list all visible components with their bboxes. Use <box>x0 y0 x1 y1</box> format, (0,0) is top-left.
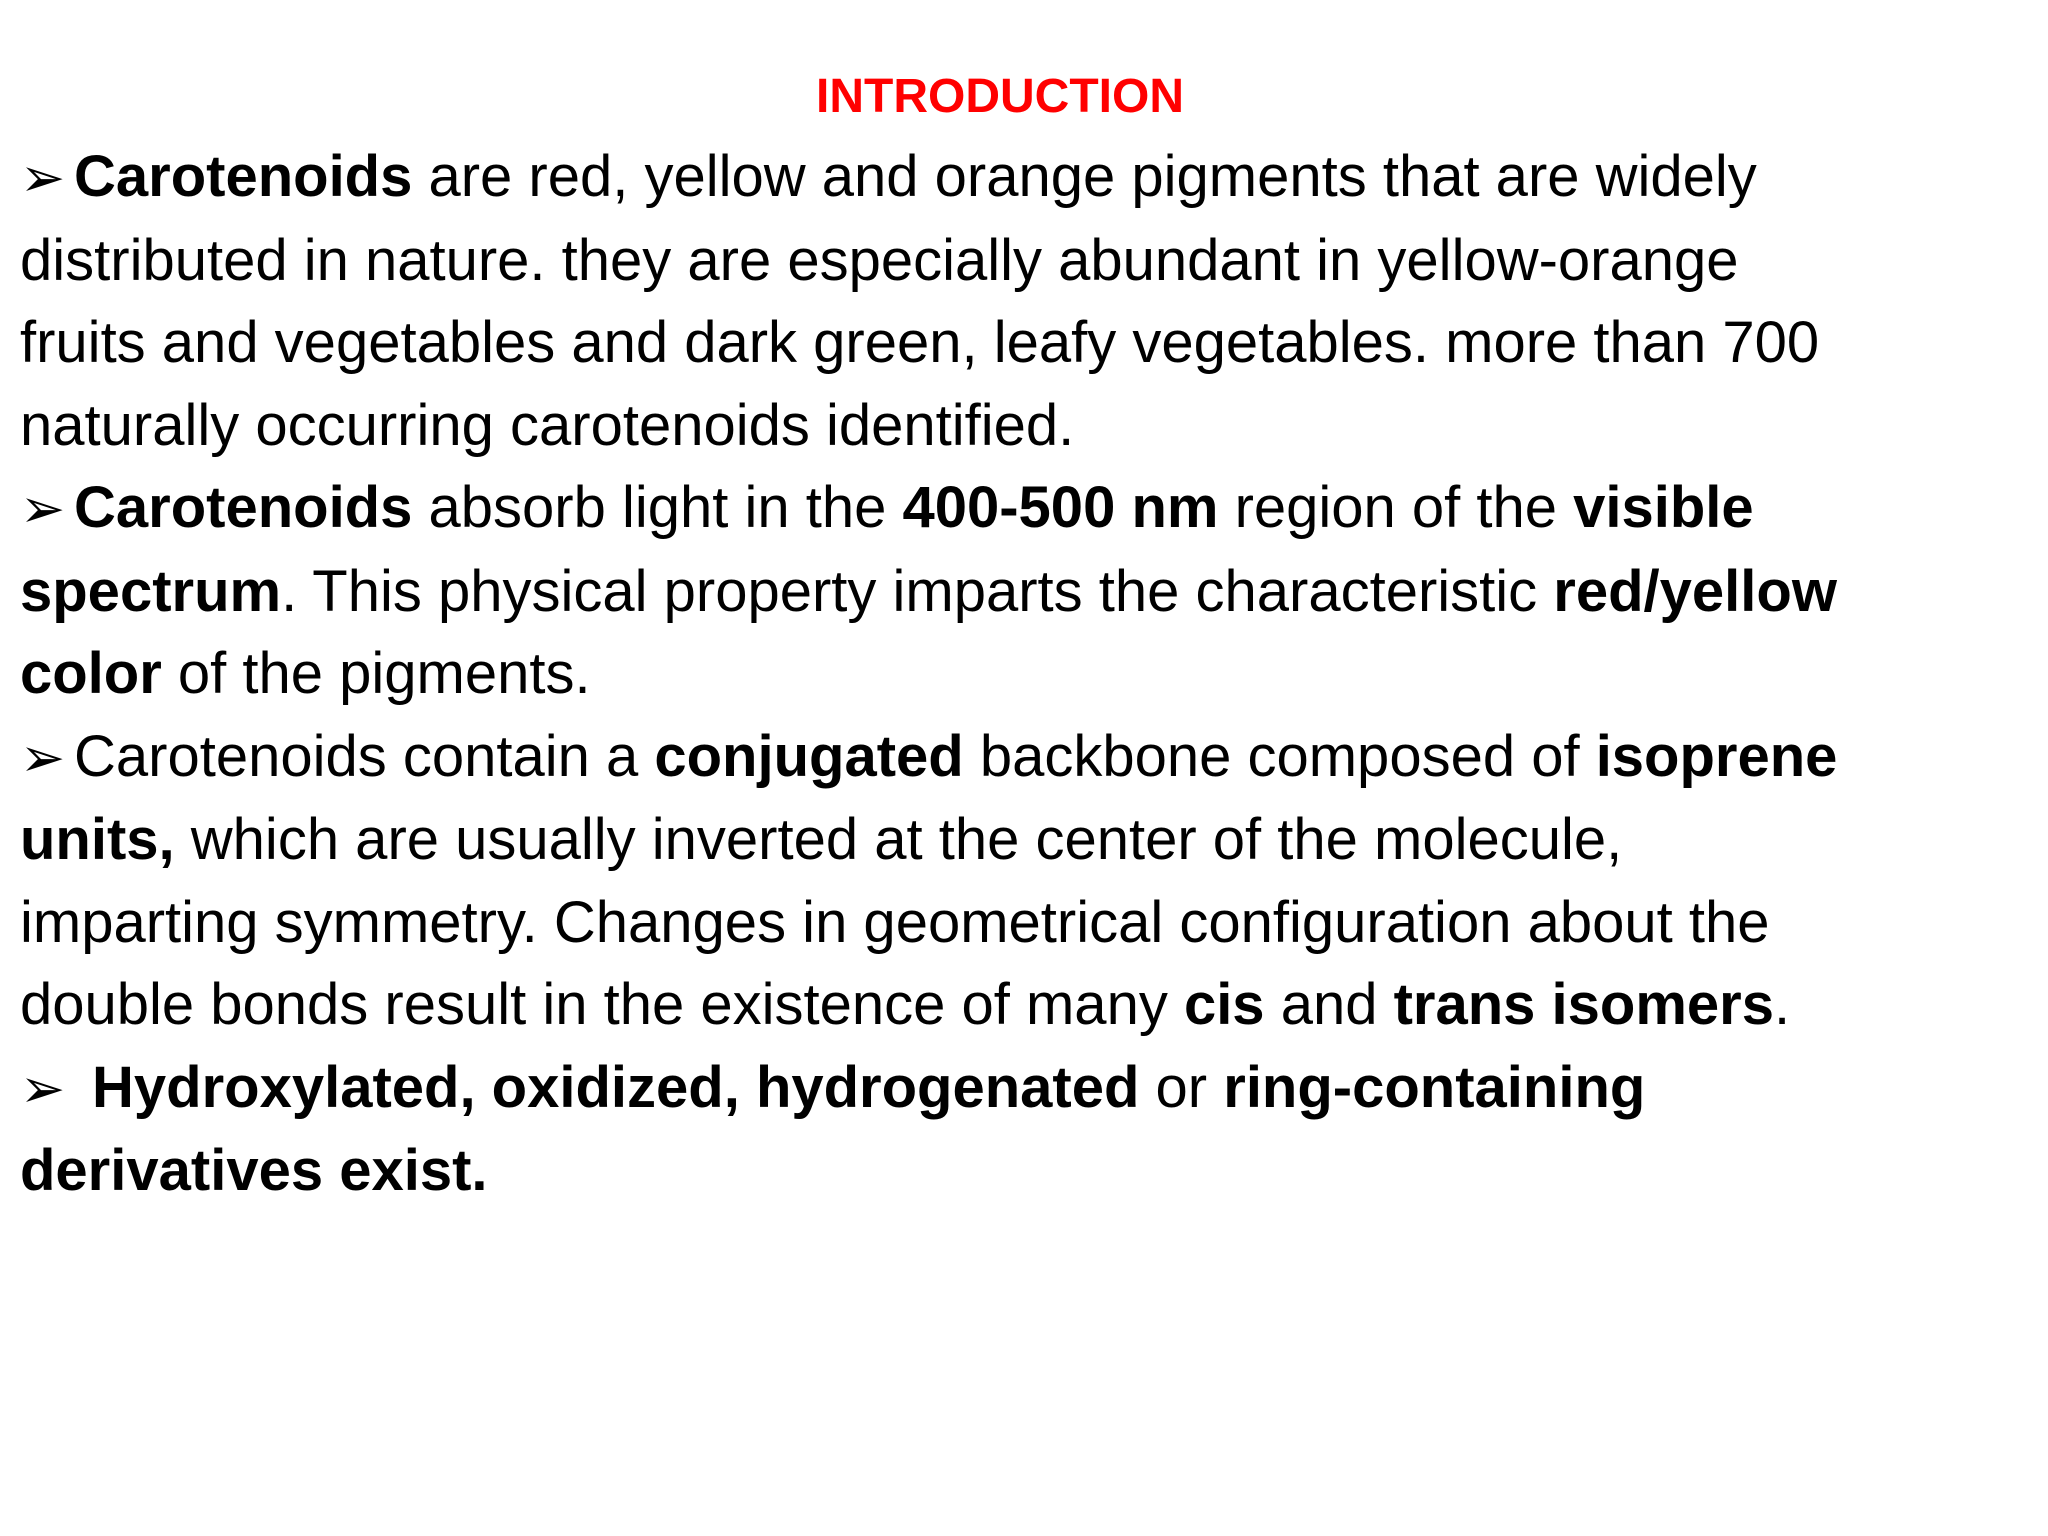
text-run: color <box>20 641 162 706</box>
bullet-3-line-4 <box>20 964 2010 1047</box>
text-run: cis <box>1183 972 1265 1037</box>
text-run: fruits and vegetables and dark green, leafy vegetables. more than 700 <box>20 310 1820 375</box>
text-run: or <box>1139 1054 1224 1120</box>
text-run: trans isomers <box>1393 972 1774 1037</box>
arrow-bullet-icon: ➢ <box>20 477 66 540</box>
bullet-item-1 <box>20 136 2010 467</box>
bullet-1-line-2 <box>20 220 2010 303</box>
text-run: naturally occurring carotenoids identified. <box>20 392 1075 458</box>
text-run: are red, yellow and orange pigments that are widely <box>412 144 1757 209</box>
text-run: distributed in nature. they are especially abundant in yellow-orange <box>20 227 1739 293</box>
bullet-4-line-2 <box>20 1130 2010 1213</box>
text-run: Carotenoids contain a <box>74 723 655 789</box>
text-run: isoprene <box>1595 723 1838 789</box>
text-run: double bonds result in the existence of many <box>20 972 1184 1037</box>
bullet-item-4 <box>20 1047 2010 1213</box>
bullet-1-line-3 <box>20 302 2010 385</box>
bullet-3-line-3 <box>20 882 2010 965</box>
bullet-item-3 <box>20 716 2010 1047</box>
bullet-item-2 <box>20 467 2010 716</box>
bullet-4-line-1 <box>20 1047 2010 1131</box>
arrow-bullet-icon: ➢ <box>20 1056 66 1120</box>
text-run: spectrum <box>20 558 282 624</box>
bullet-2-line-3 <box>20 633 2010 716</box>
text-run: derivatives exist. <box>20 1138 488 1203</box>
text-run: of the pigments. <box>161 641 591 706</box>
arrow-bullet-icon: ➢ <box>20 146 66 209</box>
text-run: backbone composed of <box>963 723 1596 789</box>
text-run: ring-containing <box>1223 1054 1646 1120</box>
text-run: Carotenoids <box>74 144 413 209</box>
slide-title: INTRODUCTION <box>816 70 1184 123</box>
bullet-2-line-2 <box>20 551 2010 634</box>
text-run: units, <box>20 807 175 872</box>
arrow-bullet-icon: ➢ <box>20 725 66 789</box>
text-run: conjugated <box>654 723 964 789</box>
text-run: . <box>1773 972 1791 1037</box>
bullet-3-line-2 <box>20 799 2010 882</box>
slide-body <box>20 136 2010 1213</box>
bullet-1-line-4 <box>20 385 2010 468</box>
bullet-1-line-1 <box>20 136 2010 220</box>
text-run: imparting symmetry. Changes in geometrical configuration about the <box>20 889 1770 955</box>
bullet-3-line-1 <box>20 716 2010 800</box>
text-run: Hydroxylated, oxidized, hydrogenated <box>92 1054 1140 1120</box>
text-run: absorb light in the <box>412 475 903 540</box>
bullet-2-line-1 <box>20 467 2010 551</box>
text-run: and <box>1264 972 1394 1037</box>
text-run: region of the <box>1218 475 1574 540</box>
text-run: Carotenoids <box>74 475 413 540</box>
text-run: which are usually inverted at the center of the molecule, <box>174 807 1623 872</box>
text-run: visible <box>1573 475 1754 540</box>
text-run: 400-500 nm <box>902 475 1219 540</box>
text-run: . This physical property imparts the characteristic <box>281 558 1554 624</box>
text-run: red/yellow <box>1553 558 1837 624</box>
